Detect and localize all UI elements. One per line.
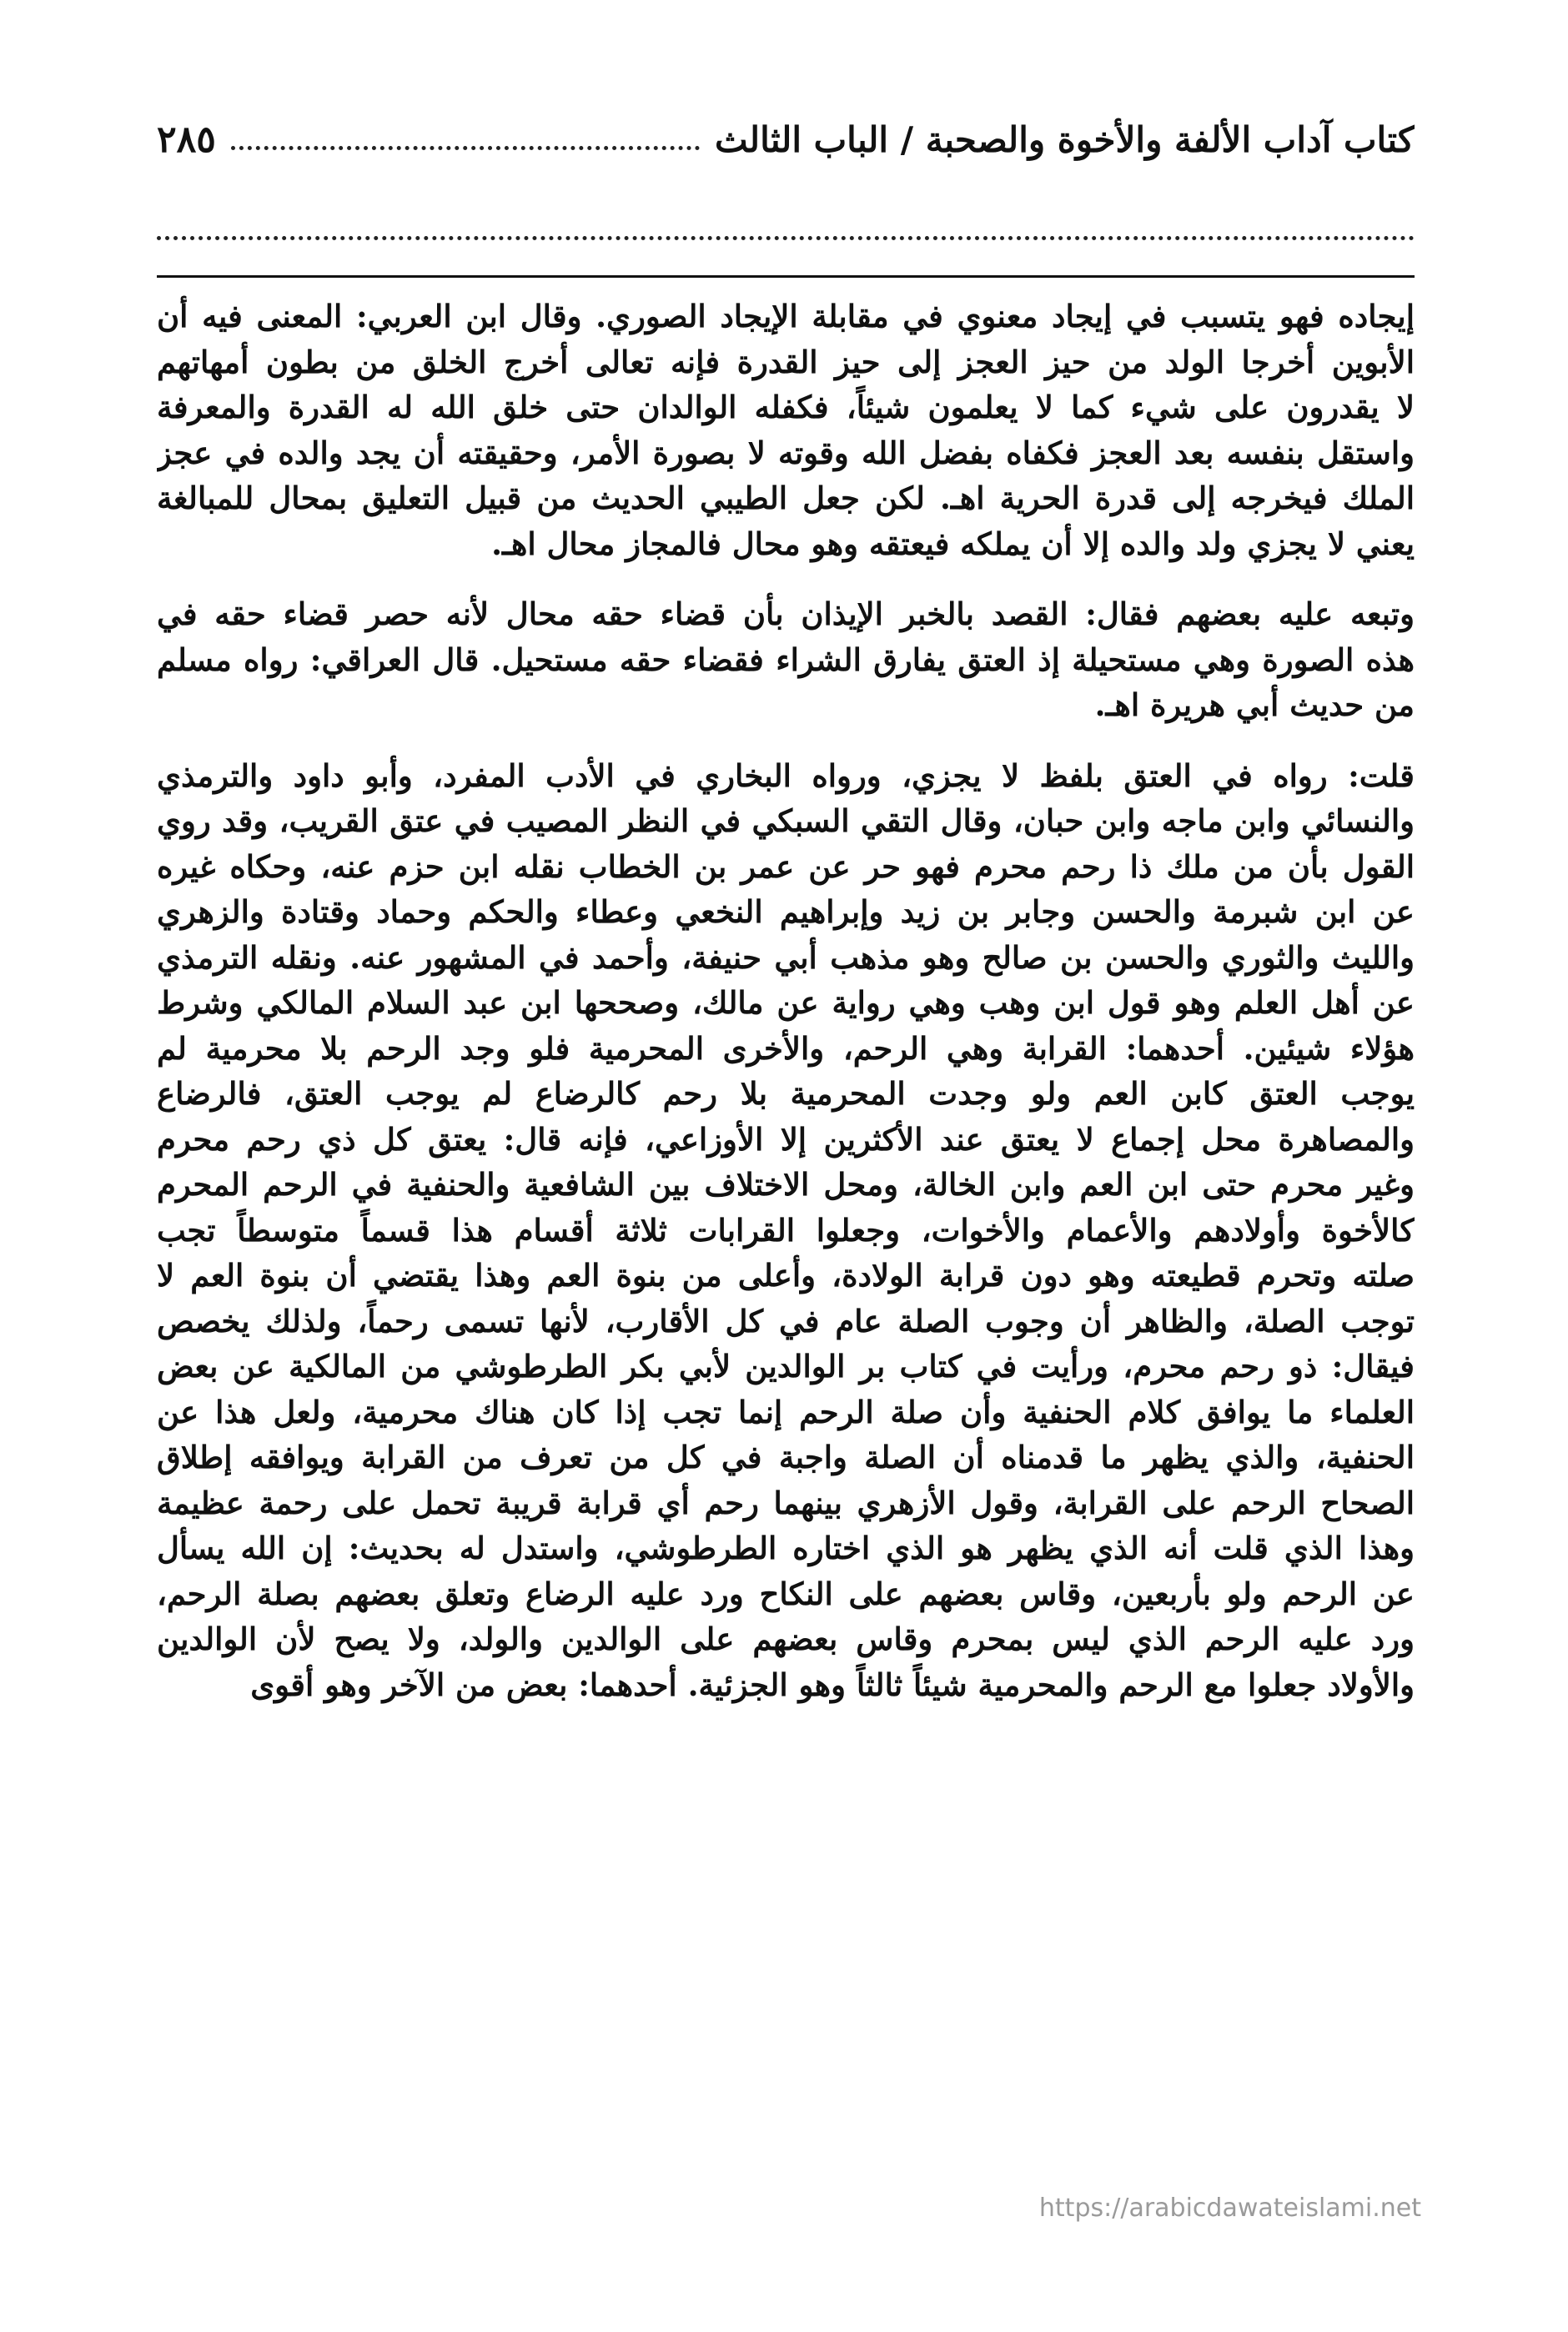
paragraph (157, 591, 1415, 728)
text-line: توجب الصلة، والظاهر أن وجوب الصلة عام في كل الأقارب، لأنها تسمى رحماً، ولذلك يخصص (157, 1302, 1415, 1339)
text-line: واستقل بنفسه بعد العجز فكفاه بفضل الله وقوته لا بصورة الأمر، وحقيقته أن يجد والده في عجز (157, 434, 1415, 471)
header-dot-leader (231, 146, 700, 150)
text-line: يوجب العتق كابن العم ولو وجدت المحرمية بلا رحم كالرضاع لم يوجب العتق، فالرضاع (157, 1075, 1415, 1112)
dotted-separator (157, 236, 1415, 240)
text-line: قلت: رواه في العتق بلفظ لا يجزي، ورواه البخاري في الأدب المفرد، وأبو داود والترمذي (157, 756, 1415, 794)
paragraph (157, 753, 1415, 1708)
text-line: فيقال: ذو رحم محرم، ورأيت في كتاب بر الوالدين لأبي بكر الطرطوشي من المالكية عن بعض (157, 1348, 1415, 1385)
text-line: كالأخوة وأولادهم والأعمام والأخوات، وجعلوا القرابات ثلاثة أقسام هذا قسماً متوسطاً تجب (157, 1211, 1415, 1249)
text-line: إيجاده فهو يتسبب في إيجاد معنوي في مقابلة الإيجاد الصوري. وقال ابن العربي: المعنى فيه أن (157, 298, 1415, 334)
text-line: وهذا الذي قلت أنه الذي يظهر هو الذي اختاره الطرطوشي، واستدل له بحديث: إن الله يسأل (157, 1530, 1415, 1566)
text-line: عن أهل العلم وهو قول ابن وهب وهي رواية عن مالك، وصححها ابن عبد السلام المالكي وشرط (157, 984, 1415, 1021)
text-line: والأولاد جعلوا مع الرحم والمحرمية شيئاً ثالثاً وهو الجزئية. أحدهما: بعض من الآخر وهو أقوى (250, 1666, 1415, 1703)
header-rule (157, 275, 1415, 278)
running-header (157, 110, 1415, 168)
text-line: ورد عليه الرحم الذي ليس بمحرم وقاس بعضهم على الوالدين والولد، ولا يصح لأن الوالدين (157, 1621, 1415, 1657)
text-line: من حديث أبي هريرة اهـ. (1094, 686, 1415, 723)
main-text (157, 294, 1415, 1732)
header-title: كتاب آداب الألفة والأخوة والصحبة / الباب الثالث (715, 118, 1415, 160)
text-line: يعني لا يجزي ولد والده إلا أن يملكه فيعتقه وهو محال فالمجاز محال اهـ. (491, 525, 1415, 562)
text-line: القول بأن من ملك ذا رحم محرم فهو حر عن عمر بن الخطاب نقله ابن حزم عنه، وحكاه غيره (157, 847, 1415, 885)
text-line: صلته وتحرم قطيعته وهو دون قرابة الولادة، وأعلى من بنوة العم وهذا يقتضي أن بنوة العم لا (157, 1257, 1415, 1294)
text-line: الأبوين أخرجا الولد من حيز العجز إلى حيز القدرة فإنه تعالى أخرج الخلق من بطون أمهاتهم (157, 343, 1415, 380)
text-line: هؤلاء شيئين. أحدهما: القرابة وهي الرحم، والأخرى المحرمية فلو وجد الرحم بلا محرمية لم (157, 1029, 1415, 1067)
watermark-url: https://arabicdawateislami.net (1038, 2194, 1421, 2223)
text-line: والنسائي وابن ماجه وابن حبان، وقال التقي السبكي في النظر المصيب في عتق القريب، وقد روي (157, 802, 1415, 839)
text-line: الصحاح الرحم على القرابة، وقول الأزهري بينهما رحم أي قرابة قريبة تحمل على رحمة عظيمة (157, 1484, 1415, 1521)
text-line: عن ابن شبرمة والحسن وجابر بن زيد وإبراهيم النخعي وعطاء والحكم وحماد وقتادة والزهري (157, 893, 1415, 930)
text-line: الحنفية، والذي يظهر ما قدمناه أن الصلة واجبة في كل من تعرف من القرابة ويوافقه إطلاق (157, 1439, 1415, 1475)
text-line: الملك فيخرجه إلى قدرة الحرية اهـ. لكن جعل الطيبي الحديث من قبيل التعليق بمحال للمبالغة (157, 480, 1415, 516)
text-line: لا يقدرون على شيء كما لا يعلمون شيئاً، فكفله الوالدان حتى خلق الله له القدرة والمعرفة (157, 389, 1415, 425)
page-number: ٢٨٥ (157, 118, 216, 161)
text-line: العلماء ما يوافق كلام الحنفية وأن صلة الرحم إنما تجب إذا كان هناك محرمية، ولعل هذا عن (157, 1393, 1415, 1430)
text-line: والمصاهرة محل إجماع لا يعتق عند الأكثرين إلا الأوزاعي، فإنه قال: يعتق كل ذي رحم محرم (157, 1120, 1415, 1158)
text-line: والليث والثوري والحسن بن صالح وهو مذهب أبي حنيفة، وأحمد في المشهور عنه. ونقله الترمذي (157, 938, 1415, 976)
text-line: وغير محرم حتى ابن العم وابن الخالة، ومحل الاختلاف بين الشافعية والحنفية في الرحم المحرم (157, 1166, 1415, 1203)
text-line: هذه الصورة وهي مستحيلة إذ العتق يفارق الشراء فقضاء حقه مستحيل. قال العراقي: رواه مسلم (157, 641, 1415, 678)
text-line: وتبعه عليه بعضهم فقال: القصد بالخبر الإيذان بأن قضاء حقه محال لأنه حصر قضاء حقه في (157, 596, 1415, 632)
text-line: عن الرحم ولو بأربعين، وقاس بعضهم على النكاح ورد عليه الرضاع وتعلق بعضهم بصلة الرحم، (157, 1575, 1415, 1612)
paragraph (157, 294, 1415, 566)
